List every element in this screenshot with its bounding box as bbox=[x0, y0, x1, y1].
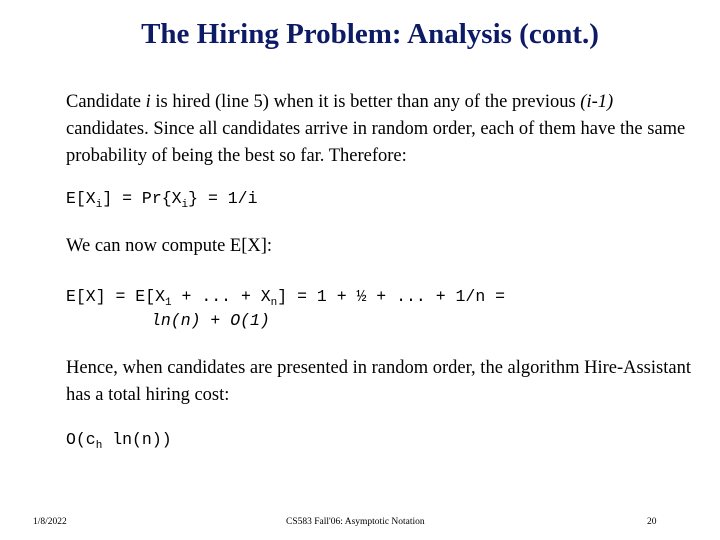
equation-expected-x-result: ln(n) + O(1) bbox=[151, 311, 270, 330]
variable-i: i bbox=[145, 92, 151, 112]
previous-count: (i-1) bbox=[580, 92, 614, 112]
equation-expected-x: $E[X] = E[X_1$ + ... + $X_n] = 1$ + ½ + ... + 1/n = bbox=[66, 287, 506, 309]
footer-date: 1/8/2022 bbox=[33, 517, 67, 527]
paragraph-probability: Candidate i is hired (line 5) when it is better than any of the previous (i-1) candidates. Since all candidates arrive in random order, each of them have the same probability of being the best so far. Therefore: bbox=[66, 92, 686, 166]
slide-title: The Hiring Problem: Analysis (cont.) bbox=[141, 18, 599, 50]
paragraph-compute: We can now compute E[X]: bbox=[66, 236, 273, 256]
equation-hiring-cost: $O(c_h$ ln(n)) bbox=[66, 430, 172, 452]
footer-page-number: 20 bbox=[647, 517, 657, 527]
paragraph-conclusion: Hence, when candidates are presented in random order, the algorithm Hire-Assistant has a total hiring cost: bbox=[66, 358, 691, 405]
equation-expected-xi: $E[X_i] = Pr\{X_i\} = 1/i$ bbox=[66, 189, 258, 211]
footer-course: CS583 Fall'06: Asymptotic Notation bbox=[286, 517, 425, 527]
